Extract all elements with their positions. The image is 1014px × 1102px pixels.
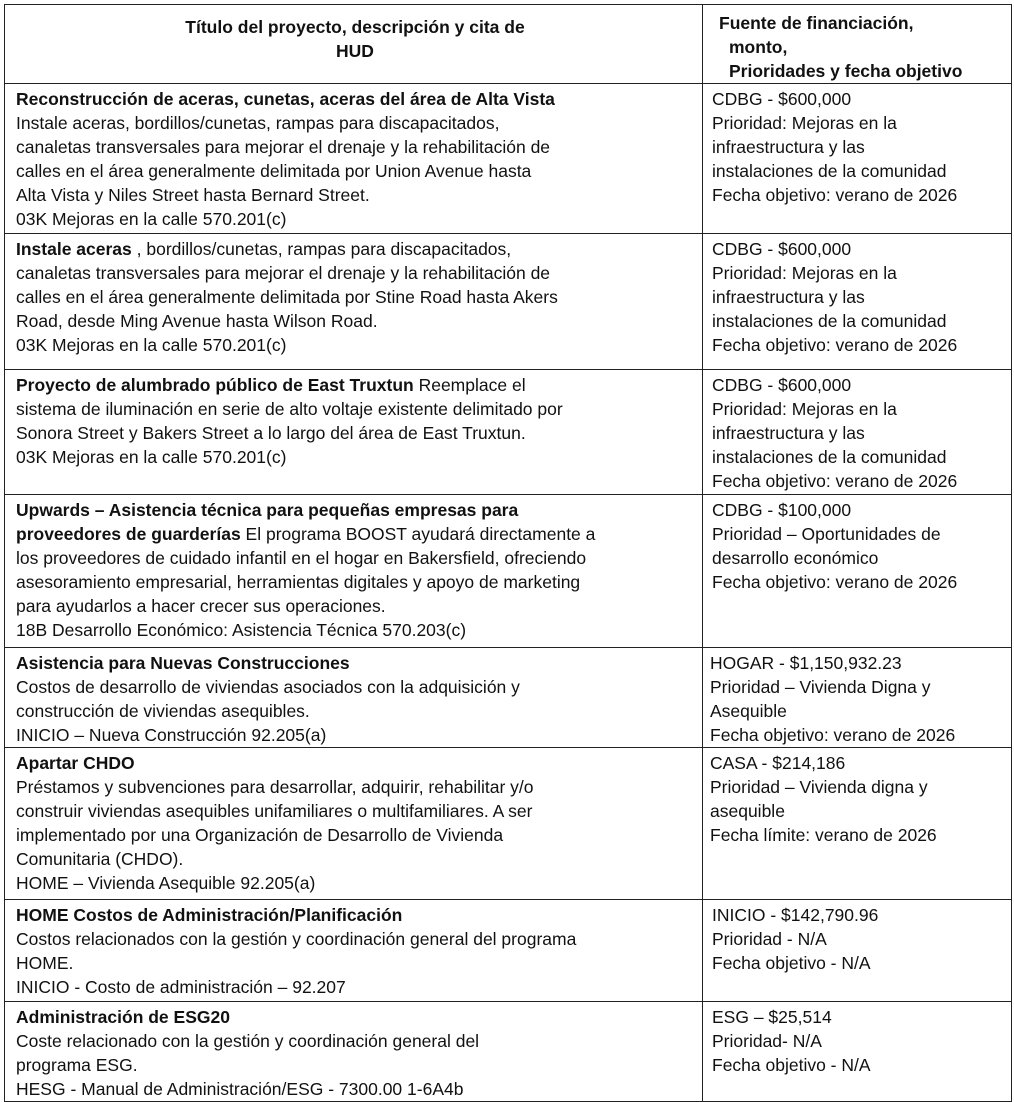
header-row: [5, 5, 1012, 84]
table-row: [5, 234, 1012, 370]
funding-cell: CASA - $214,186 Prioridad – Vivienda digna y asequible Fecha límite: verano de 2026: [703, 748, 1012, 900]
project-cell: Proyecto de alumbrado público de East Truxtun Reemplace el sistema de iluminación en serie de alto voltaje existente delimitado por Sonora Street y Bakers Street a lo largo del área de East Truxtun. 03K Mejoras en la calle 570.201(c): [5, 370, 703, 495]
funding-cell: HOGAR - $1,150,932.23 Prioridad – Vivienda Digna y Asequible Fecha objetivo: verano de 2026: [703, 648, 1012, 748]
projects-table: [4, 4, 1012, 1102]
header-funding: Fuente de financiación, monto, Prioridades y fecha objetivo: [703, 5, 1012, 84]
table-row: [5, 1002, 1012, 1102]
header-project: Título del proyecto, descripción y cita de HUD: [5, 5, 703, 84]
funding-cell: CDBG - $600,000 Prioridad: Mejoras en la infraestructura y las instalaciones de la comunidad Fecha objetivo: verano de 2026: [703, 84, 1012, 234]
project-cell: Instale aceras , bordillos/cunetas, rampas para discapacitados, canaletas transversales para mejorar el drenaje y la rehabilitación de calles en el área generalmente delimitada por Stine Road hasta Akers Road, desde Ming Avenue hasta Wilson Road. 03K Mejoras en la calle 570.201(c): [5, 234, 703, 370]
table-row: [5, 495, 1012, 648]
project-cell: Asistencia para Nuevas Construcciones Costos de desarrollo de viviendas asociados con la adquisición y construcción de viviendas asequibles. INICIO – Nueva Construcción 92.205(a): [5, 648, 703, 748]
project-cell: Administración de ESG20 Coste relacionado con la gestión y coordinación general del programa ESG. HESG - Manual de Administración/ESG - 7300.00 1-6A4b: [5, 1002, 703, 1102]
table-row: [5, 748, 1012, 900]
table-row: [5, 370, 1012, 495]
table-row: [5, 648, 1012, 748]
funding-cell: CDBG - $600,000 Prioridad: Mejoras en la infraestructura y las instalaciones de la comunidad Fecha objetivo: verano de 2026: [703, 234, 1012, 370]
table-row: [5, 84, 1012, 234]
funding-cell: CDBG - $100,000 Prioridad – Oportunidades de desarrollo económico Fecha objetivo: verano de 2026: [703, 495, 1012, 648]
funding-cell: INICIO - $142,790.96 Prioridad - N/A Fecha objetivo - N/A: [703, 900, 1012, 1002]
funding-cell: CDBG - $600,000 Prioridad: Mejoras en la infraestructura y las instalaciones de la comunidad Fecha objetivo: verano de 2026: [703, 370, 1012, 495]
project-cell: Upwards – Asistencia técnica para pequeñas empresas para proveedores de guarderías El programa BOOST ayudará directamente a los proveedores de cuidado infantil en el hogar en Bakersfield, ofreciendo asesoramiento empresarial, herramientas digitales y apoyo de marketing para ayudarlos a hacer crecer sus operaciones. 18B Desarrollo Económico: Asistencia Técnica 570.203(c): [5, 495, 703, 648]
project-cell: HOME Costos de Administración/Planificación Costos relacionados con la gestión y coordinación general del programa HOME. INICIO - Costo de administración – 92.207: [5, 900, 703, 1002]
project-cell: Apartar CHDO Préstamos y subvenciones para desarrollar, adquirir, rehabilitar y/o construir viviendas asequibles unifamiliares o multifamiliares. A ser implementado por una Organización de Desarrollo de Vivienda Comunitaria (CHDO). HOME – Vivienda Asequible 92.205(a): [5, 748, 703, 900]
funding-cell: ESG – $25,514 Prioridad- N/A Fecha objetivo - N/A: [703, 1002, 1012, 1102]
table-row: [5, 900, 1012, 1002]
project-cell: Reconstrucción de aceras, cunetas, aceras del área de Alta Vista Instale aceras, bordillos/cunetas, rampas para discapacitados, canaletas transversales para mejorar el drenaje y la rehabilitación de calles en el área generalmente delimitada por Union Avenue hasta Alta Vista y Niles Street hasta Bernard Street. 03K Mejoras en la calle 570.201(c): [5, 84, 703, 234]
